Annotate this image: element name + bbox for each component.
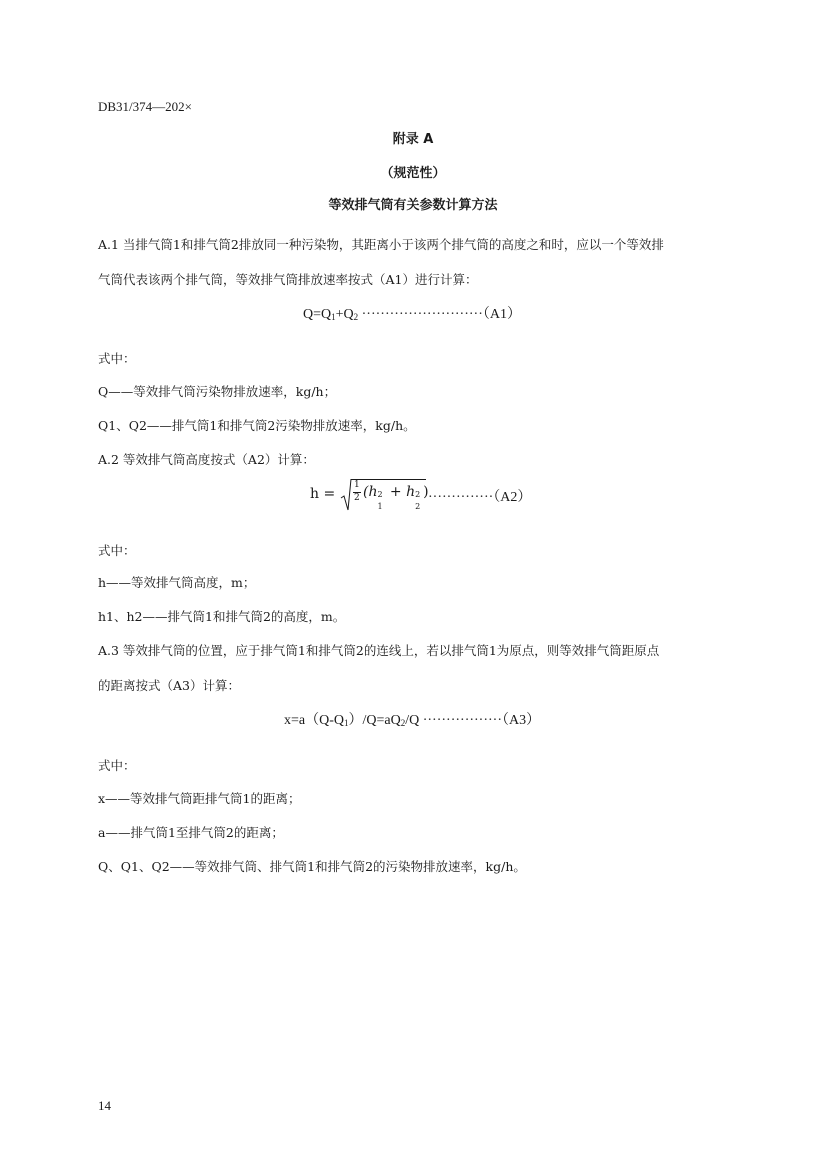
sqrt-symbol [340, 478, 352, 512]
a2-definition-h1-h2: h1、h2——排气筒1和排气筒2的高度，m。 [98, 609, 346, 624]
formula-a1: $Q=Q_1+Q_2 \cdot\cdot\cdot\cdot\cdot\cdot\cdot\cdot\cdot\cdot\cdot\cdot\cdot\cdot\cdot\cdot\cdot\cdot\cdot\cdot\cdot\cdot\cdot\cdot\cdot\cdot(A1)$ [303, 307, 521, 322]
a2-paragraph: A.2 等效排气筒高度按式（A2）计算： [98, 452, 315, 467]
appendix-heading: 等效排气筒有关参数计算方法 [328, 198, 498, 213]
a3-paragraph-line2: 的距离按式（A3）计算： [98, 678, 240, 693]
a2-where-label: 式中： [98, 543, 136, 558]
appendix-title: 附录 A [392, 132, 434, 147]
a2-definition-h: h——等效排气筒高度，m； [98, 575, 256, 590]
a1-where-label: 式中： [98, 351, 136, 366]
fraction-numerator: 1 [354, 480, 360, 490]
a1-definition-q1-q2: Q1、Q2——排气筒1和排气筒2污染物排放速率，kg/h。 [98, 418, 416, 433]
a1-definition-q: Q——等效排气筒污染物排放速率，kg/h； [98, 384, 337, 399]
a3-paragraph-line1: A.3 等效排气筒的位置，应于排气筒1和排气筒2的连线上，若以排气筒1为原点，则等效排气筒距原点 [98, 643, 660, 658]
document-code: DB31/374—202× [98, 99, 193, 114]
formula-a3: $x=a(Q-Q_1)/Q=aQ_2/Q \cdot\cdot\cdot\cdot\cdot\cdot\cdot\cdot\cdot\cdot\cdot\cdot\cdot\cdot\cdot\cdot\cdot(A3)$ [284, 713, 541, 728]
a3-where-label: 式中： [98, 758, 136, 773]
a1-paragraph-line2: 气筒代表该两个排气筒，等效排气筒排放速率按式（A1）进行计算： [98, 272, 478, 287]
a3-definition-a: a——排气筒1至排气筒2的距离； [98, 825, 284, 840]
a1-paragraph-line1: A.1 当排气筒1和排气筒2排放同一种污染物，其距离小于该两个排气筒的高度之和时，应以一个等效排 [98, 237, 664, 252]
formula-a2-body: (h 2 1 + h 2 2 ) [363, 484, 429, 511]
a3-definition-q-q1-q2: Q、Q1、Q2——等效排气筒、排气筒1和排气筒2的污染物排放速率，kg/h。 [98, 859, 526, 874]
appendix-nature: （规范性） [380, 166, 446, 181]
a3-definition-x: x——等效排气筒距排气筒1的距离； [98, 791, 301, 806]
page-number: 14 [98, 1098, 111, 1113]
sqrt-overline [351, 479, 426, 480]
fraction-denominator: 2 [354, 493, 360, 503]
